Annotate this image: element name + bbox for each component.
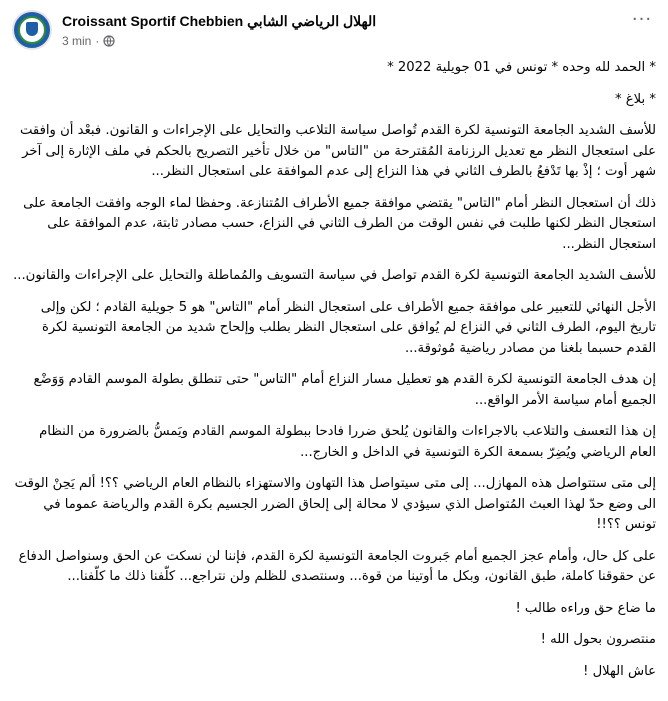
globe-icon [103,35,115,50]
post-paragraph: ما ضاع حق وراءه طالب ! [515,600,656,616]
post-paragraph: إن هدف الجامعة التونسية لكرة القدم هو تعطيل مسار النزاع أمام "التاس" حتى تنطلق بطولة الموسم القادم وَوَضْع الجميع أمام سياسة الأمر الواقع... [33,372,656,408]
logo-crest [26,22,38,36]
post-time[interactable]: 3 min [62,34,92,48]
post-meta [62,34,115,50]
post-paragraph: ذلك أن استعجال النظر أمام "التاس" يقتضي موافقة جميع الأطراف المُتنازعة. وحفظا لماء الوجه وافقت الجامعة على استعجال النظر لكنها طلبت في نفس الوقت من الطرف الثاني في النزاع، حسب مصادر ثابتة، عدم الموافقة على استعجال النظر... [23,195,656,252]
meta-separator: · [95,34,100,48]
more-options-icon[interactable]: ··· [631,9,653,30]
post-text [12,58,656,693]
post-paragraph: * الحمد لله وحده * تونس في 01 جويلية 2022 * [387,60,656,75]
post-paragraph: للأسف الشديد الجامعة التونسية لكرة القدم تواصل في سياسة التسويف والمُماطلة والتحايل على الإجراءات والقانون... [13,268,656,283]
post-paragraph: على كل حال، وأمام عجز الجميع أمام جَبروت الجامعة التونسية لكرة القدم، فإننا لن نسكت عن الحق وسنواصل الدفاع عن حقوقنا كاملة، طبق القانون، وبكل ما أوتينا من قوة... وسنتصدى للظلم ولن نتراجع... كلّفنا ذلك ما كلّفنا... [18,548,656,584]
post-paragraph: للأسف الشديد الجامعة التونسية لكرة القدم تُواصل سياسة التلاعب والتحايل على الإجراءات و القانون. فبعْد أن وافقت على استعجال النظر مع تعديل الرزنامة المُقترحة من "التاس" من خلال تأخير التصريح بالحكم في ملف الإثارة إلى آخر شهر أوت ؛ إذْ بها تَدْفعُ بالطرف الثاني في هذا النزاع إلى عدم الموافقة على استعجال النظر... [19,123,656,179]
page-avatar[interactable] [12,10,52,50]
post-paragraph: منتصرون بحول الله ! [540,632,656,647]
post-paragraph: إلى متى ستتواصل هذه المهازل... إلى متى سيتواصل هذا التهاون والاستهزاء بالنظام العام الرياضي ؟؟! ألم يَحِنْ الوقت الى وضع حدّ لهذا العبث المُتواصل الذي سيؤدي لا محالة إلى إلحاق الضرر الجسيم بكرة القدم والرياضة عموما في تونس ؟؟!! [14,476,656,532]
post-paragraph: عاش الهلال ! [583,663,656,679]
post-paragraph: إن هذا التعسف والتلاعب بالاجراءات والقانون يُلحق ضررا فادحا ببطولة الموسم القادم ويَمسُّ بالضرورة من النظام العام الرياضي ويُضِرّ بسمعة الكرة التونسية في الداخل و الخارج... [39,424,656,460]
post-paragraph: * بلاغ * [615,91,656,107]
post-paragraph: الأجل النهائي للتعبير على موافقة جميع الأطراف على استعجال النظر أمام "التاس" هو 5 جويلية القادم ؛ لكن وإلى تاريخ اليوم، الطرف الثاني في النزاع لم يُوافق على استعجال النظر بطلب وإلحاح شديد من الجامعة التونسية لكرة القدم حسبما بلغنا من مصادر رياضية مُوثوقة... [40,299,656,356]
post-header [12,10,656,54]
page-name[interactable]: Croissant Sportif Chebbien الهلال الرياضي الشابي [62,13,377,29]
